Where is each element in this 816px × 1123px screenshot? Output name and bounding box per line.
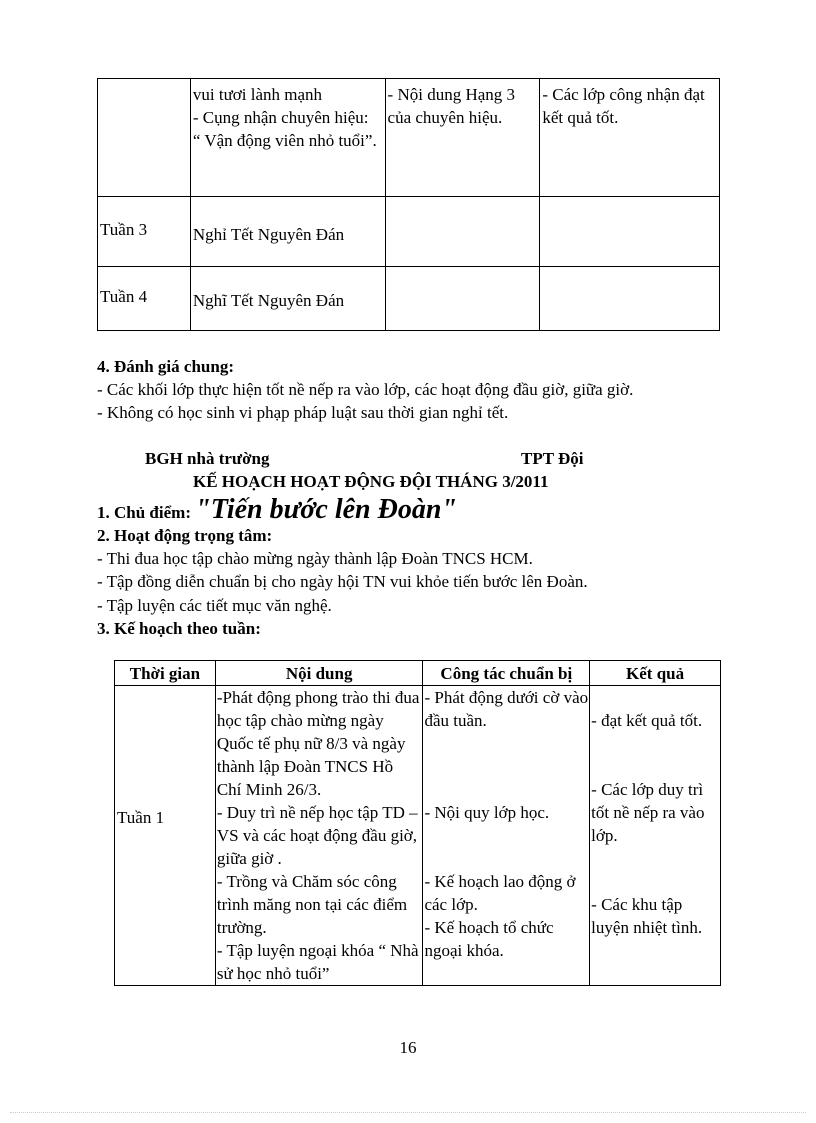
content-cell: Nghỉ Tết Nguyên Đán <box>190 197 385 267</box>
focus-heading: 2. Hoạt động trọng tâm: <box>97 526 273 545</box>
evaluation-heading: 4. Đánh giá chung: <box>97 357 234 376</box>
column-header: Kết quả <box>590 661 721 686</box>
plan-title: KẾ HOẠCH HOẠT ĐỘNG ĐỘI THÁNG 3/2011 <box>193 472 549 491</box>
result-item: - Các lớp duy trì tốt nề nếp ra vào lớp. <box>591 780 705 845</box>
column-header: Nội dung <box>215 661 423 686</box>
week-cell <box>98 79 191 197</box>
prep-item: - Nội quy lớp học. <box>424 803 550 822</box>
table-header-row <box>115 661 721 686</box>
content-line: vui tươi lành mạnh <box>192 85 323 104</box>
prep-cell <box>423 686 590 986</box>
table-row <box>98 197 720 267</box>
theme-value: "Tiến bước lên Đoàn" <box>195 494 457 525</box>
result-item: - đạt kết quả tốt. <box>591 711 703 730</box>
result-cell <box>540 267 720 331</box>
column-header: Công tác chuẩn bị <box>423 661 590 686</box>
theme-label: 1. Chủ điểm: <box>97 503 191 522</box>
focus-line: - Thi đua học tập chào mừng ngày thành lập Đoàn TNCS HCM. <box>97 549 533 568</box>
week-cell: Tuần 3 <box>98 197 191 267</box>
prep-item: - Phát động dưới cờ vào đầu tuần. <box>424 688 589 730</box>
result-cell: - Các lớp công nhận đạt kết quả tốt. <box>540 79 720 197</box>
table-row <box>98 79 720 197</box>
content-line: - Cụng nhận chuyên hiệu: <box>192 108 369 127</box>
content-item: -Phát động phong trào thi đua học tập chào mừng ngày Quốc tế phụ nữ 8/3 và ngày thành lập Đoàn TNCS Hồ Chí Minh 26/3. <box>216 688 420 799</box>
page-number: 16 <box>399 1038 417 1057</box>
prep-cell <box>385 267 540 331</box>
prep-item: - Kế hoạch tổ chức ngoại khóa. <box>424 918 554 960</box>
result-cell <box>540 197 720 267</box>
result-item: - Các khu tập luyện nhiệt tình. <box>591 895 703 937</box>
prep-item: - Kế hoạch lao động ở các lớp. <box>424 872 576 914</box>
content-cell <box>190 79 385 197</box>
page-edge-divider <box>10 1112 806 1113</box>
signature-left: BGH nhà trường <box>145 449 270 468</box>
evaluation-line: - Không có học sinh vi phạp pháp luật sau thời gian nghỉ tết. <box>97 403 509 422</box>
table-row <box>115 686 721 986</box>
column-header: Thời gian <box>115 661 216 686</box>
prep-cell <box>385 197 540 267</box>
content-item: - Tập luyện ngoại khóa “ Nhà sử học nhỏ tuổi” <box>216 941 419 983</box>
week-cell: Tuần 4 <box>98 267 191 331</box>
content-item: - Trồng và Chăm sóc công trình măng non tại các điểm trường. <box>216 872 408 937</box>
weekly-heading: 3. Kế hoạch theo tuần: <box>97 619 261 638</box>
signature-right: TPT Đội <box>521 449 584 468</box>
content-cell <box>215 686 423 986</box>
weekly-plan-table <box>114 660 721 986</box>
content-line: “ Vận động viên nhỏ tuổi”. <box>192 131 377 150</box>
week-cell: Tuần 1 <box>115 686 216 986</box>
content-cell: Nghĩ Tết Nguyên Đán <box>190 267 385 331</box>
prep-cell: - Nội dung Hạng 3 của chuyên hiệu. <box>385 79 540 197</box>
evaluation-line: - Các khối lớp thực hiện tốt nề nếp ra vào lớp, các hoạt động đầu giờ, giữa giờ. <box>97 380 634 399</box>
result-cell <box>590 686 721 986</box>
content-item: - Duy trì nề nếp học tập TD – VS và các hoạt động đầu giờ, giữa giờ . <box>216 803 418 868</box>
previous-plan-table <box>97 78 720 331</box>
table-row <box>98 267 720 331</box>
focus-line: - Tập luyện các tiết mục văn nghệ. <box>97 596 332 615</box>
focus-line: - Tập đồng diễn chuẩn bị cho ngày hội TN vui khỏe tiến bước lên Đoàn. <box>97 572 588 591</box>
